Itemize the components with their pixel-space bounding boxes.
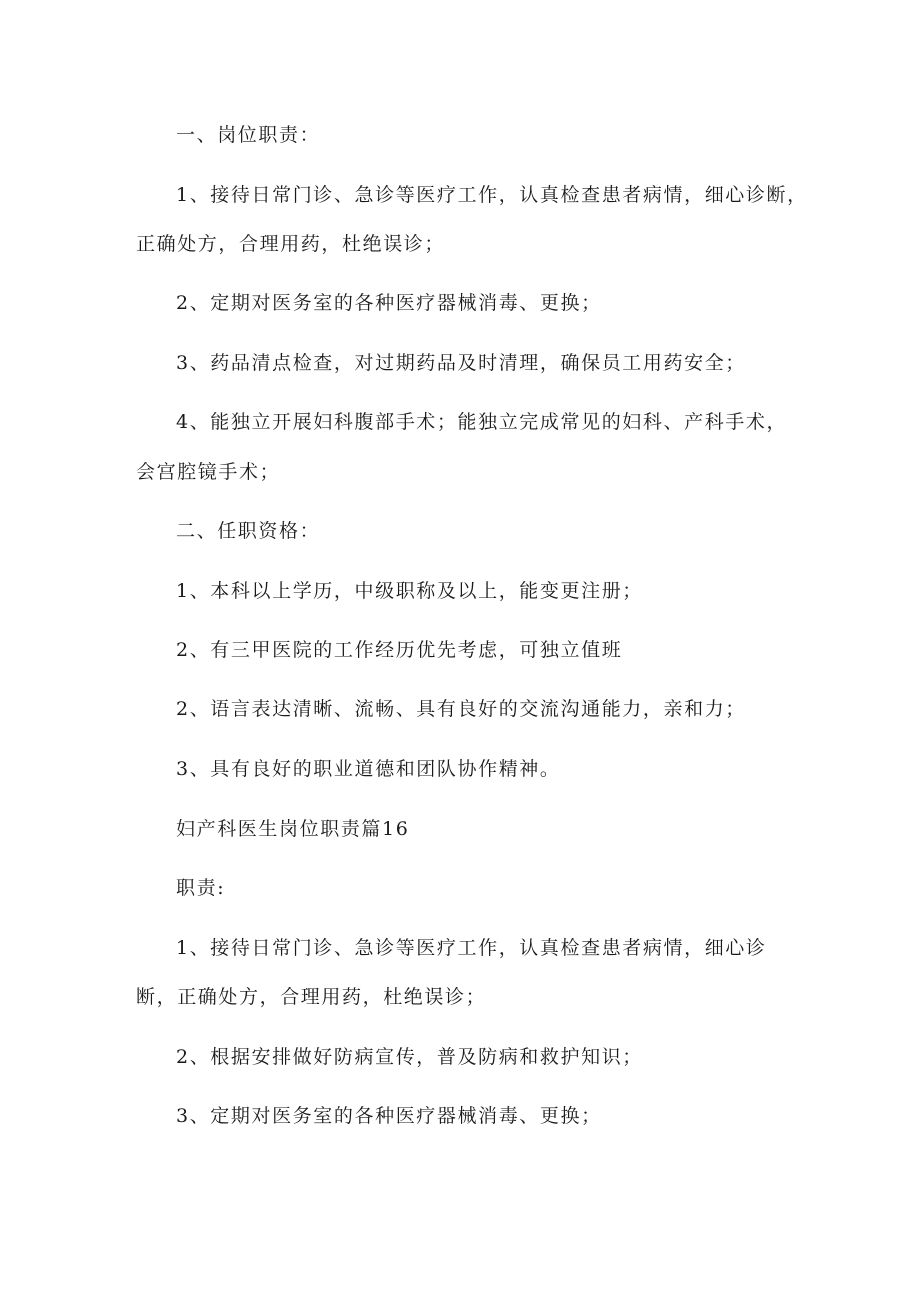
duty-item-4-line-2: 会宫腔镜手术； [136,461,281,483]
qualification-item-1: 1、本科以上学历，中级职称及以上，能变更注册； [176,580,643,602]
duty-item-1-line-2: 正确处方，合理用药，杜绝误诊； [136,233,446,255]
section-heading-qualifications: 二、任职资格： [176,520,321,542]
duty-item-3: 3、药品清点检查，对过期药品及时清理，确保员工用药安全； [176,352,746,374]
qualification-item-4: 3、具有良好的职业道德和团队协作精神。 [176,758,561,780]
duty-item-2: 2、定期对医务室的各种医疗器械消毒、更换； [176,292,602,314]
section-heading-duties: 一、岗位职责： [176,124,321,146]
article-subheading: 职责: [176,877,226,899]
duty-item-4-line-1: 4、能独立开展妇科腹部手术；能独立完成常见的妇科、产科手术， [176,411,788,433]
article-item-2: 2、根据安排做好防病宣传，普及防病和救护知识； [176,1046,643,1068]
qualification-item-2: 2、有三甲医院的工作经历优先考虑，可独立值班 [176,639,623,661]
article-item-1-line-2: 断，正确处方，合理用药，杜绝误诊； [136,986,487,1008]
article-title: 妇产科医生岗位职责篇16 [176,818,410,840]
duty-item-1-line-1: 1、接待日常门诊、急诊等医疗工作，认真检查患者病情，细心诊断， [176,184,808,206]
article-item-1-line-1: 1、接待日常门诊、急诊等医疗工作，认真检查患者病情，细心诊 [176,937,767,959]
article-item-3: 3、定期对医务室的各种医疗器械消毒、更换； [176,1105,602,1127]
qualification-item-3: 2、语言表达清晰、流畅、具有良好的交流沟通能力，亲和力； [176,698,746,720]
